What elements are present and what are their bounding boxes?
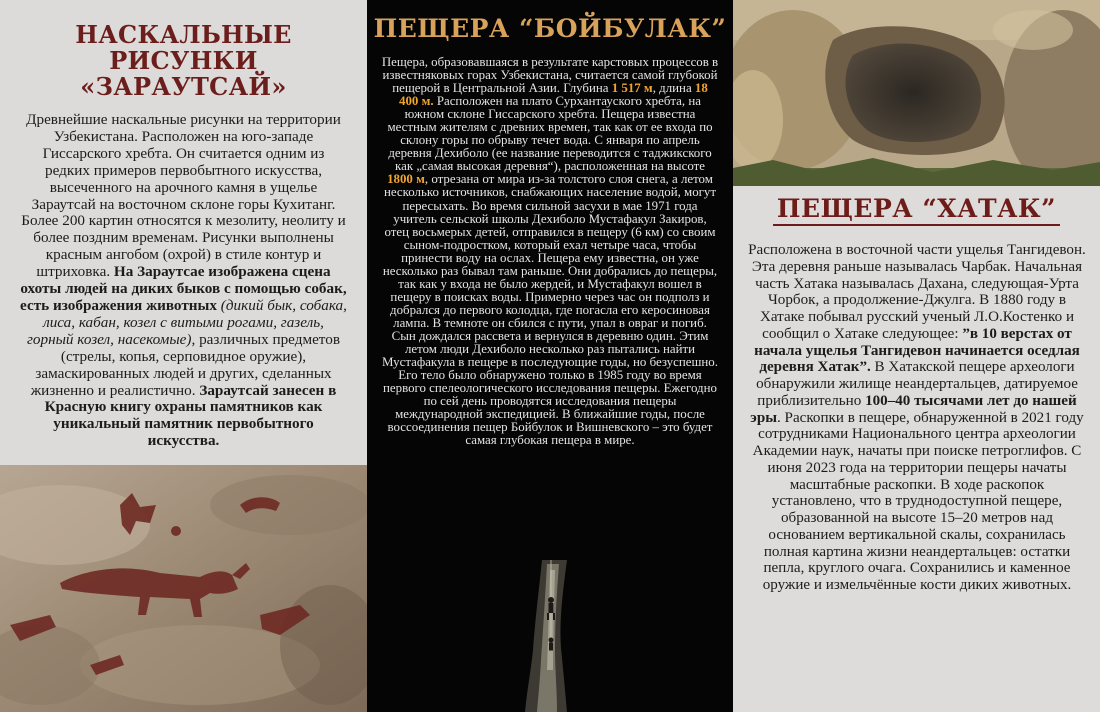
center-column	[367, 0, 733, 712]
boybulak-title: ПЕЩЕРА “БОЙБУЛАК”	[373, 14, 727, 43]
rock-painting-photo	[0, 465, 367, 712]
zarautsay-section	[0, 0, 367, 465]
zarautsay-text-part: Древнейшие наскальные рисунки на территории Узбекистана. Расположен на юго-западе Гиссарского хребта. Он считается одним из редких примеров первобытного искусства, высеченного на арочного камня в ущелье Зараутсай на восточном склоне горы Кухитанг. Более 200 картин относятся к мезолиту, неолиту и более поздним временам. Рисунки выполнены красным ангобом (охрой) в стиле контур и штриховка.	[21, 111, 346, 281]
cave-shaft-photo	[367, 540, 733, 712]
khatak-quote: ”в 10 верстах от начала ущелья Тангидевон начинается оседлая деревня Хатак”.	[754, 325, 1080, 376]
climber-figure	[549, 638, 554, 651]
khatak-text-part: Расположена в восточной части ущелья Тангидевон. Эта деревня раньше называлась Чарбак. Начальная часть Хатака называлась Дахана, следующая-Урта Чорбок, а продолжение-Джулга. В 1880 году в Хатаке побывал русский ученый Л.О.Костенко и сообщил о Хатаке следующее:	[748, 242, 1086, 342]
zarautsay-title: НАСКАЛЬНЫЕ РИСУНКИ «ЗАРАУТСАЙ»	[75, 20, 292, 101]
right-column	[733, 0, 1100, 712]
length-value: 18 400 м.	[399, 81, 708, 109]
khatak-date-range: 100–40 тысячами лет до нашей эры	[750, 392, 1077, 426]
rock-painting-image	[0, 465, 367, 712]
boybulak-text-part: Расположен на плато Сурхантауского хребта, на южном склоне Гиссарского хребта. Пещера известна местным жителям с древних времен, так как от ее входа по склону горы по обрыву течет вода. С января по апрель деревня Дехиболо (ее название переводится с таджикского как „самая высокая деревня“), расположенная на высоте	[387, 94, 713, 174]
altitude-value: 1800 м	[387, 172, 425, 187]
khatak-text-part: . Раскопки в пещере, обнаруженной в 2021 году сотрудниками Национального центра археологии Академии наук, начаты при поиске петроглифов. С июня 2023 года на территории пещеры начаты масштабные раскопки. В ходе раскопок установлено, что в труднодоступной пещере, образованной на высоте 15–20 метров над основанием вертикальной скалы, сохранилась полная картина жизни неандертальцев: остатки пепла, круглого очага. Сохранились и каменное оружие и измельчённые кости диких животных.	[752, 409, 1084, 593]
boybulak-text-part: Пещера, образовавшаяся в результате карстовых процессов в известняковых горах Узбекистана, считается самой глубокой пещерой в Центральной Азии. Глубина	[381, 55, 719, 96]
boybulak-text-part: , длина	[652, 81, 695, 96]
left-column	[0, 0, 367, 712]
zarautsay-text-italic: (дикий бык, собака, лиса, кабан, козел с витыми рогами, газель, горный козел, насекомые),	[26, 296, 347, 348]
zarautsay-text	[20, 112, 347, 450]
khatak-cave-photo	[733, 0, 1100, 186]
khatak-text-part: В Хатакской пещере археологи обнаружили жилище неандертальцев, датируемое приблизительно	[756, 359, 1078, 409]
zarautsay-text-part: различных предметов (стрелы, копья, серповидное оружие), замаскированных людей и других, сделанных жизненно и реалистично.	[30, 330, 341, 399]
zarautsay-text-bold-end: Зараутсай занесен в Красную книгу охраны памятников как уникальный памятник первобытного искусства.	[44, 381, 337, 450]
khatak-cave-image	[733, 0, 1100, 186]
khatak-title-text: ПЕЩЕРА “ХАТАК”	[773, 194, 1060, 226]
depth-value: 1 517 м	[611, 81, 653, 96]
khatak-title	[733, 194, 1100, 223]
khatak-text	[747, 242, 1087, 594]
boybulak-text	[381, 56, 719, 447]
boybulak-text-part: , отрезана от мира из-за толстого слоя снега, а летом несколько источников, снабжающих население водой, могут пересыхать. Во время сильной засухи в мае 1971 года учитель сельской школы Дехиболо Мустафакул Закиров, отец восьмерых детей, отправился в пещеру (6 км) со своим сыном-подростком, который ехал четыре часа, чтобы принести воду на ослах. Пещера ему известна, он уже несколько раз бывал там раньше. Они добрались до пещеры, так как у входа не было жердей, и Мустафакул вошел в пещеру в поисках воды. Примерно через час он подполз и добрался до первого колодца, где погасла его керосиновая лампа. В темноте он сбился с пути, упал в овраг и погиб. Сын дождался рассвета и вернулся в деревню один. Этим летом люди Дехиболо несколько раз пытались найти Мустафакула в пещере в последующие годы, но безуспешно. Его тело было обнаружено только в 1985 году во время первого спелеологического исследования пещеры. Ежегодно по сей день проводятся исследования пещеры международной экспедицией. В ближайшие годы, после воссоединения пещер Бойбулок и Вишневского – это будет самая глубокая пещера в мире.	[382, 172, 718, 448]
zarautsay-text-bold: На Зараутсае изображена сцена охоты людей на диких быков с помощью собак, есть изображения животных	[20, 263, 347, 314]
